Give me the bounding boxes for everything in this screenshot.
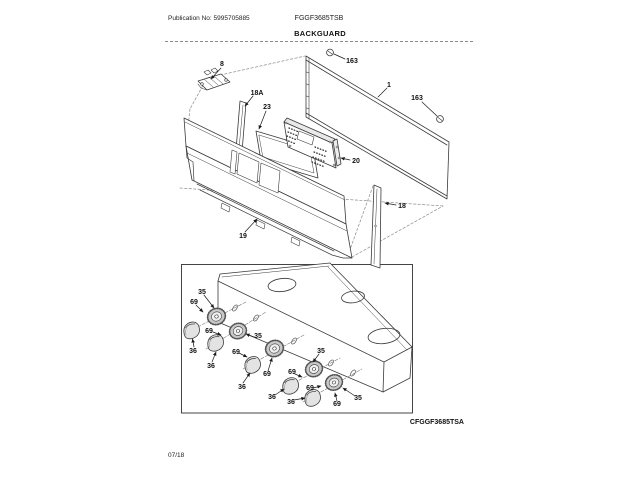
upper-diagram (180, 49, 449, 268)
diagram-code: CFGGF3685TSA (409, 419, 464, 426)
callout-69: 69 (190, 299, 198, 306)
control-knob (182, 321, 201, 340)
date-code: 07/18 (168, 452, 185, 459)
callout-163-top: 163 (346, 58, 358, 65)
callout-69: 69 (232, 349, 240, 356)
knob-bezel (323, 372, 345, 392)
callout-36: 36 (189, 348, 197, 355)
terminal-block (198, 68, 230, 90)
callout-36: 36 (268, 394, 276, 401)
callout-35: 35 (198, 289, 206, 296)
back-panel (306, 56, 449, 199)
callout-18: 18 (398, 203, 406, 210)
callout-8: 8 (220, 61, 224, 68)
model-number: FGGF3685TSB (294, 15, 344, 22)
bracket-18 (371, 185, 381, 268)
callout-69: 69 (333, 401, 341, 408)
callout-35: 35 (317, 348, 325, 355)
section-title: BACKGUARD (294, 29, 346, 38)
control-knob (207, 334, 225, 352)
callout-36: 36 (287, 399, 295, 406)
callout-69: 69 (263, 371, 271, 378)
callout-69: 69 (288, 369, 296, 376)
callout-35: 35 (354, 395, 362, 402)
control-knob (243, 355, 263, 375)
screw-163-top (327, 49, 334, 56)
callout-36: 36 (207, 363, 215, 370)
callout-163-right: 163 (411, 95, 423, 102)
callout-18a: 18A (250, 90, 264, 97)
callout-19: 19 (239, 233, 247, 240)
callout-69: 69 (306, 385, 314, 392)
callout-20: 20 (352, 158, 360, 165)
callout-35: 35 (254, 333, 262, 340)
callout-36: 36 (238, 384, 246, 391)
control-knob (282, 377, 300, 395)
callout-23: 23 (263, 104, 271, 111)
callout-69: 69 (205, 328, 213, 335)
lower-diagram (182, 263, 412, 408)
callout-1: 1 (387, 82, 391, 89)
publication-number: Publication No: 5995705885 (168, 15, 250, 22)
screw-163-right (437, 116, 444, 123)
